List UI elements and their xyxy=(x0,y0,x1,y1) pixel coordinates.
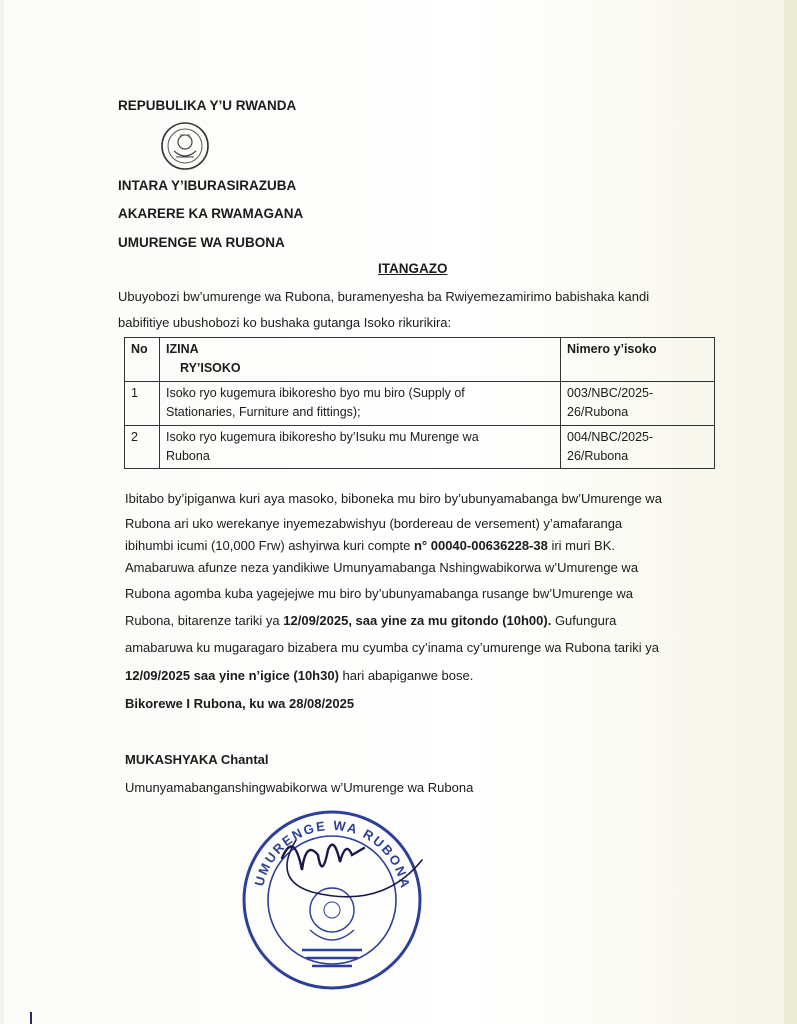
tender-table xyxy=(124,337,715,469)
row-name xyxy=(160,425,561,469)
body-line-6 xyxy=(125,613,616,629)
notice-title: ITANGAZO xyxy=(378,261,448,276)
row-number-line2: 26/Rubona xyxy=(567,448,629,463)
rwanda-coat-of-arms-icon xyxy=(160,121,210,171)
province-heading: INTARA Y’IBURASIRAZUBA xyxy=(118,178,297,193)
row-number xyxy=(561,381,715,425)
body-line-5: Rubona agomba kuba yagejejwe mu biro by’ubunyamabanga rusange bw’Umurenge wa xyxy=(125,586,634,601)
official-stamp xyxy=(232,800,432,1000)
sector-heading: UMURENGE WA RUBONA xyxy=(118,235,285,250)
opening-time: 12/09/2025 saa yine n’igice (10h30) xyxy=(125,668,339,683)
header-no: No xyxy=(125,338,160,382)
table-header-row xyxy=(125,338,715,382)
row-name-line2: Rubona xyxy=(166,448,210,463)
row-name xyxy=(160,381,561,425)
district-heading: AKARERE KA RWAMAGANA xyxy=(118,206,304,221)
account-number: n° 00040-00636228-38 xyxy=(413,538,548,553)
body-line-4: Amabaruwa afunze neza yandikiwe Umunyamabanga Nshingwabikorwa w’Umurenge wa xyxy=(125,560,639,575)
intro-line-2: babifitiye ubushobozi ko bushaka gutanga Isoko rikurikira: xyxy=(118,315,452,330)
body-line-3-end: iri muri BK. xyxy=(547,538,616,553)
header-name xyxy=(160,338,561,382)
row-no: 2 xyxy=(125,425,160,469)
body-line-1: Ibitabo by’ipiganwa kuri aya masoko, biboneka mu biro by’ubunyamabanga bw’Umurenge wa xyxy=(125,491,662,506)
header-number: Nimero y’isoko xyxy=(561,338,715,382)
signatory-name: MUKASHYAKA Chantal xyxy=(125,752,269,767)
body-line-8-end: hari abapiganwe bose. xyxy=(338,668,474,683)
body-line-2: Rubona ari uko werekanye inyemezabwishyu (bordereau de versement) y’amafaranga xyxy=(125,516,623,531)
header-name-line1: IZINA xyxy=(166,342,199,356)
table-row xyxy=(125,425,715,469)
table-row xyxy=(125,381,715,425)
page-edge xyxy=(784,0,797,1024)
row-no: 1 xyxy=(125,381,160,425)
date-line: Bikorewe I Rubona, ku wa 28/08/2025 xyxy=(125,696,355,711)
scan-edge-mark xyxy=(30,1012,32,1024)
country-heading: REPUBULIKA Y’U RWANDA xyxy=(118,98,297,113)
row-name-line1: Isoko ryo kugemura ibikoresho byo mu biro (Supply of xyxy=(166,385,465,400)
intro-line-1: Ubuyobozi bw’umurenge wa Rubona, buramenyesha ba Rwiyemezamirimo babishaka kandi xyxy=(118,289,650,304)
header-name-line2: RY’ISOKO xyxy=(180,361,241,376)
row-number-line2: 26/Rubona xyxy=(567,405,629,420)
stamp-text: UMURENGE WA RUBONA xyxy=(251,817,414,891)
row-name-line2: Stationaries, Furniture and fittings); xyxy=(166,405,361,420)
body-line-8 xyxy=(125,668,473,684)
row-number-line1: 004/NBC/2025- xyxy=(567,429,654,444)
row-number-line1: 003/NBC/2025- xyxy=(567,385,654,400)
signatory-role: Umunyamabanganshingwabikorwa w’Umurenge wa Rubona xyxy=(125,780,474,795)
row-number xyxy=(561,425,715,469)
signature xyxy=(282,845,364,870)
row-name-line1: Isoko ryo kugemura ibikoresho by’Isuku mu Murenge wa xyxy=(166,429,479,444)
body-line-6-text: Rubona, bitarenze tariki ya xyxy=(125,613,284,628)
body-line-3-text: ibihumbi icumi (10,000 Frw) ashyirwa kuri compte xyxy=(125,538,414,553)
deadline: 12/09/2025, saa yine za mu gitondo (10h00). xyxy=(283,613,552,628)
body-line-3 xyxy=(125,538,615,554)
body-line-6-end: Gufungura xyxy=(551,613,617,628)
body-line-7: amabaruwa ku mugaragaro bizabera mu cyumba cy’inama cy’umurenge wa Rubona tariki ya xyxy=(125,640,659,655)
